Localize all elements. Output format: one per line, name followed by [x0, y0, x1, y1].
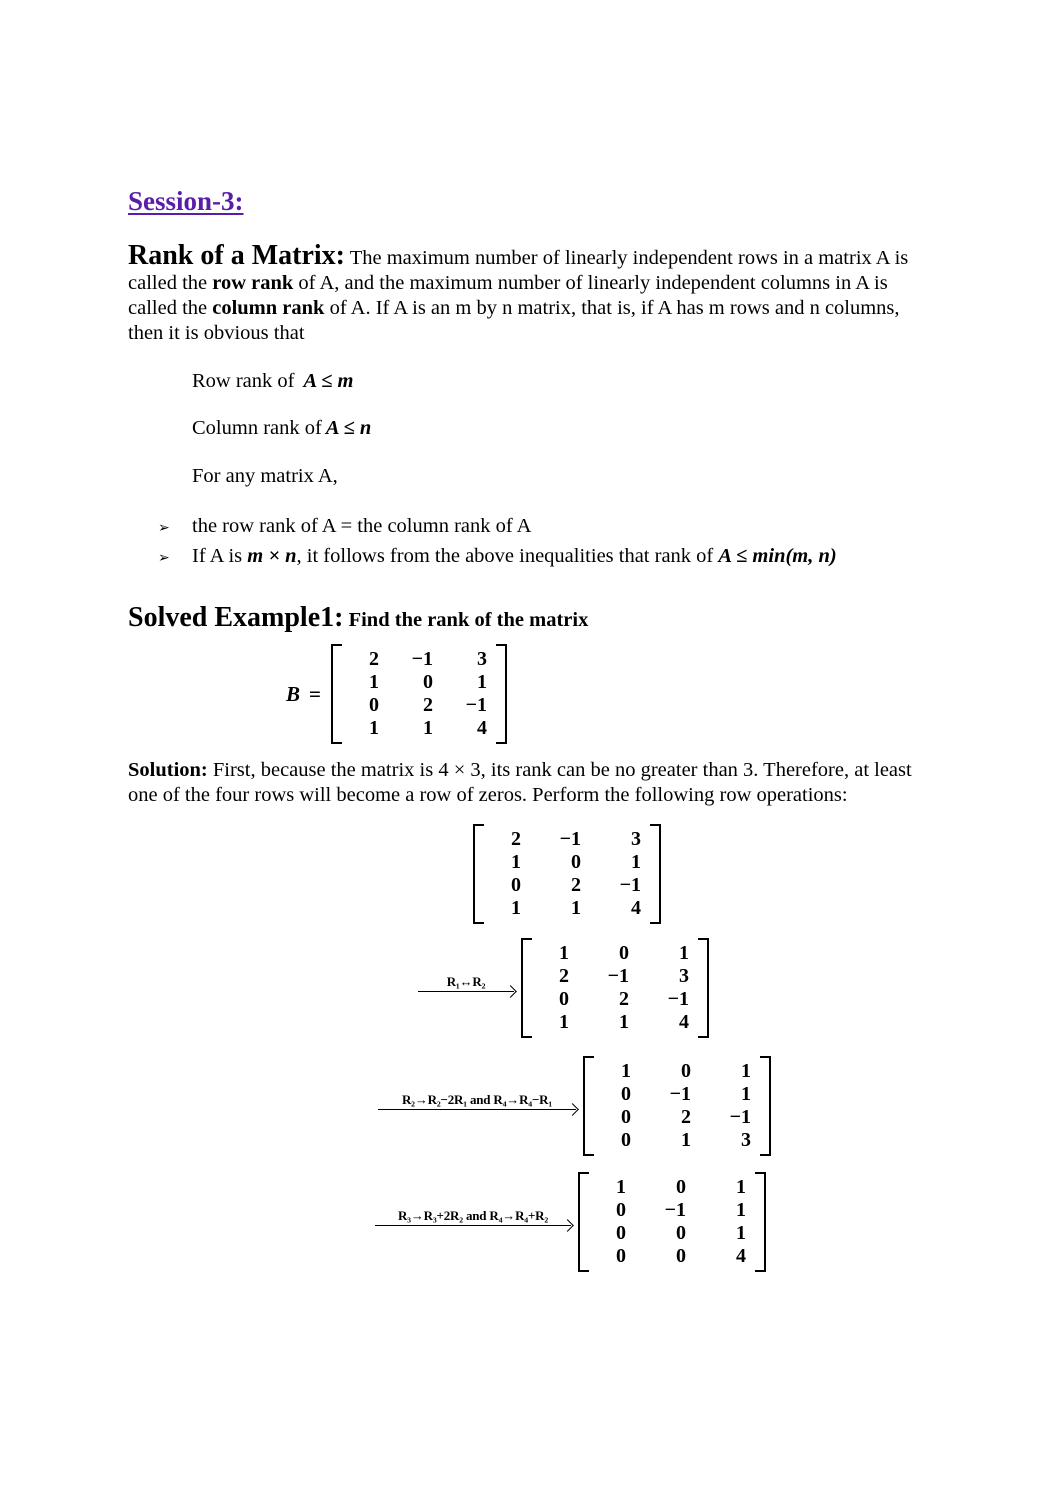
- matrix-b-name: B: [286, 681, 301, 706]
- matrix-cell: 1: [631, 851, 641, 873]
- matrix-cell: 0: [616, 1199, 626, 1221]
- right-bracket: [698, 938, 709, 1038]
- matrix-cell: 1: [736, 1176, 746, 1198]
- step-3-matrix: [578, 1172, 766, 1272]
- row-operation-step-3: [375, 1172, 932, 1272]
- matrix-cell: −1: [465, 694, 487, 716]
- matrix-cell: 0: [619, 942, 629, 964]
- matrix-cell: −1: [559, 828, 581, 850]
- arrow-bullet-icon: ➢: [158, 550, 170, 566]
- matrix-cell: 0: [681, 1060, 691, 1082]
- column-rank-bold: column rank: [212, 297, 325, 319]
- matrix-cell: 2: [559, 965, 569, 987]
- bullet-2-text: [192, 542, 837, 570]
- matrix-cell: 0: [511, 874, 521, 896]
- row-operation-label: R₂→R₂−2R₁ and R₄→R₄−R₁: [401, 1092, 553, 1107]
- solution-paragraph: [128, 758, 936, 808]
- list-item: [128, 542, 932, 572]
- row-rank-label: Row rank of: [192, 370, 295, 392]
- initial-matrix-row: [466, 824, 932, 924]
- row-operation-label: R₁↔R₂: [446, 974, 486, 989]
- matrix-cell: 1: [736, 1222, 746, 1244]
- right-bracket: [755, 1172, 766, 1272]
- matrix-cell: 0: [676, 1176, 686, 1198]
- matrix-cell: 2: [368, 648, 379, 670]
- matrix-cell: 1: [476, 671, 487, 693]
- arrow-bullet-icon: ➢: [158, 520, 170, 536]
- column-rank-label: Column rank of: [192, 417, 322, 439]
- row-rank-bold: row rank: [212, 272, 294, 294]
- matrix-cell: 1: [681, 1129, 691, 1151]
- solution-body: First, because the matrix is 4 × 3, its rank can be no greater than 3. Therefore, at least one of the four rows will become a row of zeros. Perform the following row operations:: [128, 759, 912, 806]
- matrix-cell: 0: [368, 694, 379, 716]
- bullet-2-mid: , it follows from the above inequalities that rank of: [296, 545, 719, 567]
- equals-sign: =: [309, 681, 321, 706]
- initial-matrix: [473, 824, 661, 924]
- bullet-1-text: the row rank of A = the column rank of A: [192, 515, 532, 537]
- solved-example-title: Solved Example1:: [128, 602, 344, 633]
- matrix-cell: 0: [621, 1129, 631, 1151]
- matrix-cell: 0: [616, 1222, 626, 1244]
- intro-text-2: of A, and the maximum number of linearly independent columns in A is called the: [128, 272, 888, 319]
- row-operation-step-1: [418, 938, 932, 1038]
- example-lead: Find the rank of the matrix: [343, 609, 589, 631]
- intro-paragraph: [128, 240, 934, 346]
- left-bracket: [473, 824, 484, 924]
- matrix-cell: 0: [621, 1083, 631, 1105]
- matrix-cell: −1: [669, 1083, 691, 1105]
- solution-heading: Solution:: [128, 759, 208, 781]
- matrix-cell: 1: [619, 1011, 629, 1033]
- matrix-cell: 2: [511, 828, 521, 850]
- row-operation-arrow: [375, 1208, 571, 1226]
- row-rank-fact: [192, 370, 932, 393]
- matrix-cell: 2: [422, 694, 433, 716]
- matrix-cells: [589, 1172, 755, 1272]
- right-arrow-icon: [375, 1225, 571, 1226]
- right-arrow-icon: [418, 991, 514, 992]
- matrix-cell: 1: [736, 1199, 746, 1221]
- matrix-cell: 1: [679, 942, 689, 964]
- matrix-cell: 1: [511, 897, 521, 919]
- matrix-cell: 1: [616, 1176, 626, 1198]
- left-bracket: [583, 1056, 594, 1156]
- matrix-cell: 4: [679, 1011, 689, 1033]
- row-rank-inequality: A ≤ m: [303, 370, 354, 392]
- matrix-cell: 1: [559, 942, 569, 964]
- matrix-cell: 1: [559, 1011, 569, 1033]
- step-1-matrix: [521, 938, 709, 1038]
- matrix-cells: [532, 938, 698, 1038]
- matrix-cell: 1: [741, 1083, 751, 1105]
- matrix-cells: [594, 1056, 760, 1156]
- matrix-cells: [342, 644, 496, 744]
- matrix-cell: 3: [476, 648, 487, 670]
- rank-heading: Rank of a Matrix:: [128, 240, 345, 271]
- matrix-cell: −1: [667, 988, 689, 1010]
- matrix-cell: 1: [621, 1060, 631, 1082]
- matrix-cells: [484, 824, 650, 924]
- matrix-cell: −1: [411, 648, 433, 670]
- bullet-2-math-2: A ≤ min(m, n): [718, 545, 837, 567]
- bullet-list: [128, 512, 932, 572]
- matrix-cell: 0: [616, 1245, 626, 1267]
- left-bracket: [521, 938, 532, 1038]
- matrix-cell: 0: [676, 1222, 686, 1244]
- right-bracket: [650, 824, 661, 924]
- matrix-b: [331, 644, 507, 744]
- matrix-cell: 3: [679, 965, 689, 987]
- matrix-cell: −1: [607, 965, 629, 987]
- matrix-cell: 1: [571, 897, 581, 919]
- matrix-cell: 4: [631, 897, 641, 919]
- row-operation-arrow: [418, 974, 514, 992]
- bullet-2-math-1: m × n: [247, 545, 297, 567]
- column-rank-inequality: A ≤ n: [325, 417, 372, 439]
- matrix-cell: 3: [631, 828, 641, 850]
- row-operation-arrow: [378, 1092, 576, 1110]
- matrix-cell: 1: [422, 717, 433, 739]
- matrix-cell: 0: [676, 1245, 686, 1267]
- matrix-cell: 2: [619, 988, 629, 1010]
- step-2-matrix: [583, 1056, 771, 1156]
- matrix-cell: 1: [368, 717, 379, 739]
- matrix-cell: 0: [559, 988, 569, 1010]
- matrix-cell: 2: [681, 1106, 691, 1128]
- row-operation-label: R₃→R₃+2R₂ and R₄→R₄+R₂: [397, 1208, 549, 1223]
- any-matrix-line: For any matrix A,: [192, 465, 338, 487]
- matrix-cell: 3: [741, 1129, 751, 1151]
- session-title-link: Session-3:: [128, 186, 244, 216]
- left-bracket: [331, 644, 342, 744]
- matrix-cell: 1: [511, 851, 521, 873]
- list-item: [128, 512, 932, 542]
- matrix-b-definition: [286, 644, 932, 744]
- matrix-cell: 0: [571, 851, 581, 873]
- intro-text-1: The maximum number of linearly independent rows in a matrix A is called the: [128, 247, 909, 294]
- page-title: [128, 186, 932, 217]
- bullet-2-pre: If A is: [192, 545, 248, 567]
- left-bracket: [578, 1172, 589, 1272]
- column-rank-fact: [192, 417, 932, 440]
- matrix-cell: −1: [619, 874, 641, 896]
- matrix-cell: −1: [664, 1199, 686, 1221]
- right-arrow-icon: [378, 1109, 576, 1110]
- right-bracket: [496, 644, 507, 744]
- intro-text-3: of A. If A is an m by n matrix, that is, if A has m rows and n columns, then it is obvious that: [128, 297, 900, 344]
- example-heading: [128, 602, 932, 634]
- matrix-cell: 4: [736, 1245, 746, 1267]
- matrix-cell: −1: [729, 1106, 751, 1128]
- matrix-cell: 1: [368, 671, 379, 693]
- matrix-cell: 0: [422, 671, 433, 693]
- matrix-cell: 0: [621, 1106, 631, 1128]
- right-bracket: [760, 1056, 771, 1156]
- matrix-cell: 4: [476, 717, 487, 739]
- matrix-cell: 1: [741, 1060, 751, 1082]
- row-operation-step-2: [378, 1056, 932, 1156]
- matrix-cell: 2: [571, 874, 581, 896]
